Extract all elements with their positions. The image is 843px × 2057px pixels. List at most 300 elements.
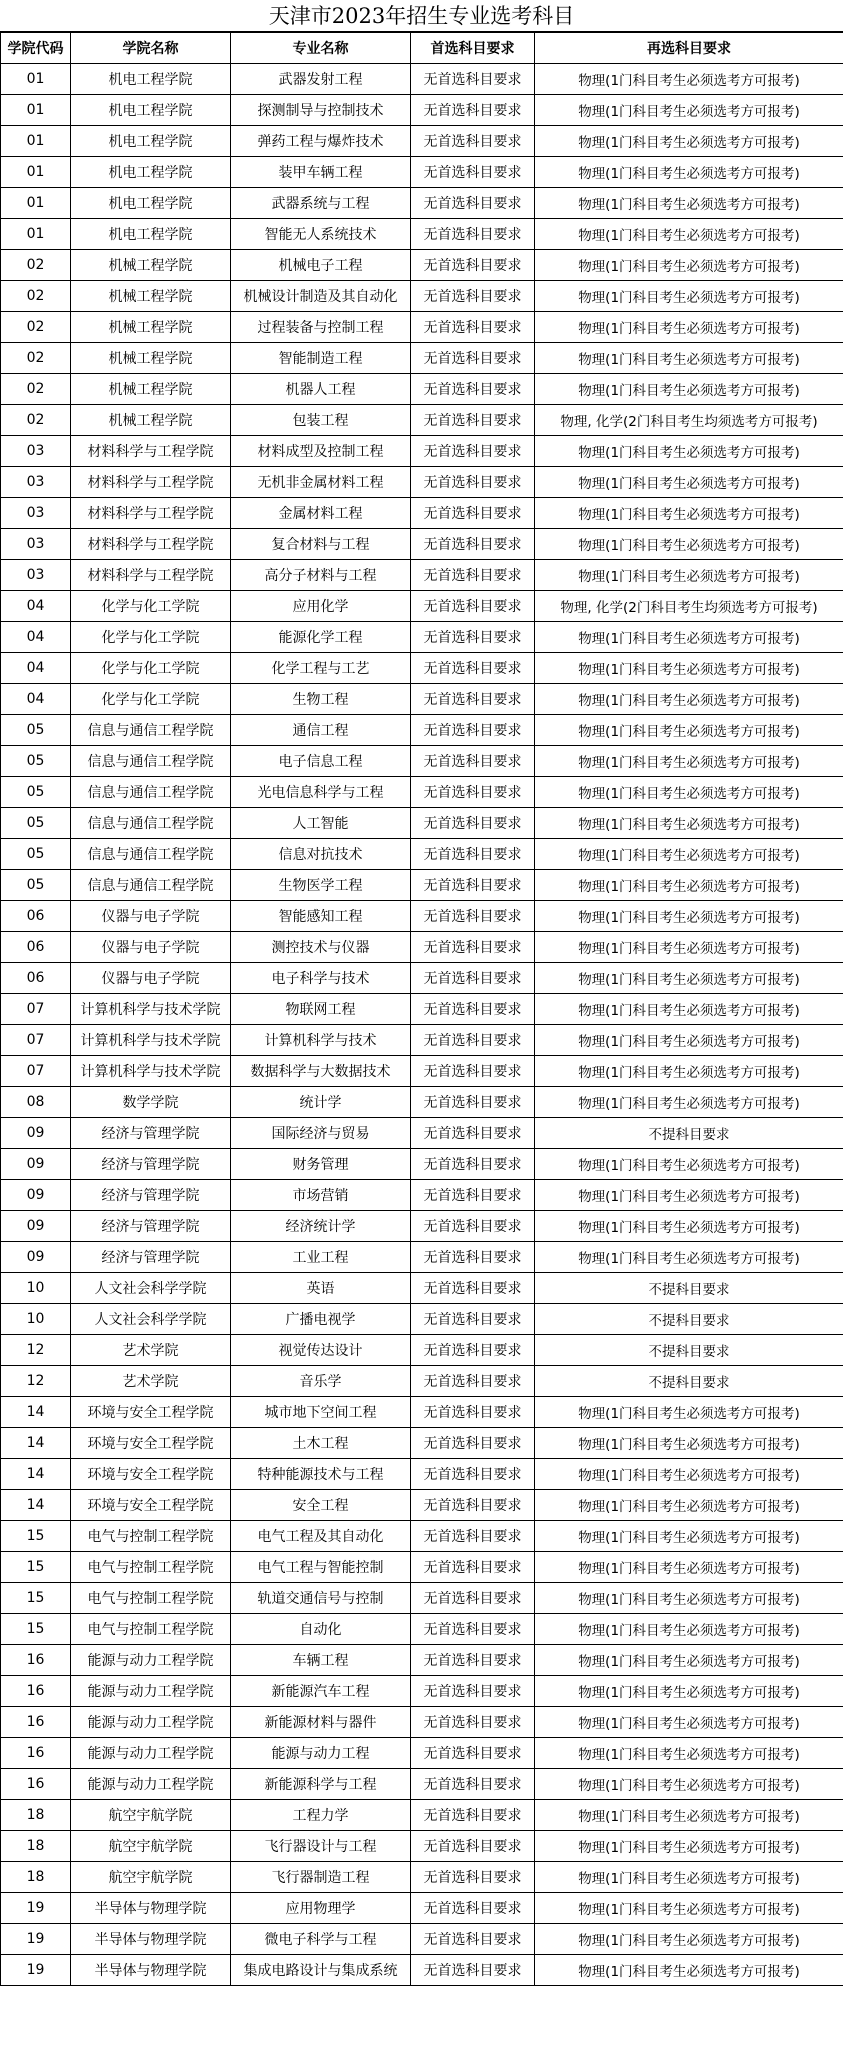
first-subject-cell: 无首选科目要求	[411, 963, 535, 994]
major-name-cell: 电子信息工程	[231, 746, 411, 777]
sheet-title: 天津市2023年招生专业选考科目	[0, 0, 843, 32]
first-subject-cell: 无首选科目要求	[411, 498, 535, 529]
college-name-cell: 人文社会科学学院	[71, 1273, 231, 1304]
second-subject-cell: 物理(1门科目考生必须选考方可报考)	[535, 467, 843, 498]
college-code-cell: 16	[1, 1645, 71, 1676]
second-subject-cell: 物理(1门科目考生必须选考方可报考)	[535, 1180, 843, 1211]
college-name-cell: 环境与安全工程学院	[71, 1428, 231, 1459]
table-row	[1, 1645, 843, 1676]
second-subject-cell: 不提科目要求	[535, 1273, 843, 1304]
college-name-cell: 计算机科学与技术学院	[71, 1056, 231, 1087]
major-name-cell: 经济统计学	[231, 1211, 411, 1242]
major-name-cell: 微电子科学与工程	[231, 1924, 411, 1955]
table-row	[1, 560, 843, 591]
major-name-cell: 智能无人系统技术	[231, 219, 411, 250]
second-subject-cell: 物理(1门科目考生必须选考方可报考)	[535, 560, 843, 591]
major-name-cell: 过程装备与控制工程	[231, 312, 411, 343]
table-row	[1, 808, 843, 839]
first-subject-cell: 无首选科目要求	[411, 250, 535, 281]
table-body	[1, 64, 843, 1986]
second-subject-cell: 物理(1门科目考生必须选考方可报考)	[535, 901, 843, 932]
second-subject-cell: 物理(1门科目考生必须选考方可报考)	[535, 1490, 843, 1521]
second-subject-cell: 物理(1门科目考生必须选考方可报考)	[535, 374, 843, 405]
table-row	[1, 1304, 843, 1335]
college-code-cell: 16	[1, 1707, 71, 1738]
table-row	[1, 1459, 843, 1490]
college-name-cell: 半导体与物理学院	[71, 1924, 231, 1955]
college-name-cell: 能源与动力工程学院	[71, 1676, 231, 1707]
table-row	[1, 622, 843, 653]
table-row	[1, 777, 843, 808]
first-subject-cell: 无首选科目要求	[411, 1025, 535, 1056]
major-name-cell: 武器发射工程	[231, 64, 411, 95]
table-row	[1, 1521, 843, 1552]
major-name-cell: 计算机科学与技术	[231, 1025, 411, 1056]
table-row	[1, 436, 843, 467]
second-subject-cell: 物理(1门科目考生必须选考方可报考)	[535, 622, 843, 653]
college-code-cell: 16	[1, 1738, 71, 1769]
second-subject-cell: 物理(1门科目考生必须选考方可报考)	[535, 963, 843, 994]
college-name-cell: 机电工程学院	[71, 64, 231, 95]
college-code-cell: 10	[1, 1273, 71, 1304]
table-row	[1, 839, 843, 870]
college-code-cell: 09	[1, 1118, 71, 1149]
college-name-cell: 经济与管理学院	[71, 1211, 231, 1242]
college-name-cell: 机械工程学院	[71, 343, 231, 374]
first-subject-cell: 无首选科目要求	[411, 1273, 535, 1304]
first-subject-cell: 无首选科目要求	[411, 622, 535, 653]
table-row	[1, 157, 843, 188]
major-name-cell: 视觉传达设计	[231, 1335, 411, 1366]
college-code-cell: 08	[1, 1087, 71, 1118]
college-code-cell: 09	[1, 1211, 71, 1242]
first-subject-cell: 无首选科目要求	[411, 1614, 535, 1645]
table-row	[1, 95, 843, 126]
first-subject-cell: 无首选科目要求	[411, 1862, 535, 1893]
major-name-cell: 数据科学与大数据技术	[231, 1056, 411, 1087]
first-subject-cell: 无首选科目要求	[411, 467, 535, 498]
header-first-subject: 首选科目要求	[411, 33, 535, 64]
college-name-cell: 信息与通信工程学院	[71, 808, 231, 839]
college-code-cell: 05	[1, 808, 71, 839]
major-name-cell: 金属材料工程	[231, 498, 411, 529]
second-subject-cell: 物理(1门科目考生必须选考方可报考)	[535, 1242, 843, 1273]
major-name-cell: 土木工程	[231, 1428, 411, 1459]
table-row	[1, 1149, 843, 1180]
second-subject-cell: 物理(1门科目考生必须选考方可报考)	[535, 219, 843, 250]
first-subject-cell: 无首选科目要求	[411, 1707, 535, 1738]
first-subject-cell: 无首选科目要求	[411, 219, 535, 250]
table-row	[1, 1056, 843, 1087]
major-name-cell: 能源与动力工程	[231, 1738, 411, 1769]
college-code-cell: 10	[1, 1304, 71, 1335]
college-name-cell: 材料科学与工程学院	[71, 467, 231, 498]
first-subject-cell: 无首选科目要求	[411, 808, 535, 839]
second-subject-cell: 不提科目要求	[535, 1118, 843, 1149]
college-name-cell: 能源与动力工程学院	[71, 1707, 231, 1738]
college-name-cell: 电气与控制工程学院	[71, 1614, 231, 1645]
college-name-cell: 艺术学院	[71, 1366, 231, 1397]
college-code-cell: 15	[1, 1521, 71, 1552]
college-name-cell: 机械工程学院	[71, 250, 231, 281]
major-name-cell: 智能制造工程	[231, 343, 411, 374]
college-code-cell: 01	[1, 219, 71, 250]
table-row	[1, 281, 843, 312]
major-name-cell: 自动化	[231, 1614, 411, 1645]
major-name-cell: 电气工程与智能控制	[231, 1552, 411, 1583]
first-subject-cell: 无首选科目要求	[411, 188, 535, 219]
major-name-cell: 城市地下空间工程	[231, 1397, 411, 1428]
major-name-cell: 机械设计制造及其自动化	[231, 281, 411, 312]
second-subject-cell: 物理(1门科目考生必须选考方可报考)	[535, 1459, 843, 1490]
college-code-cell: 15	[1, 1583, 71, 1614]
college-code-cell: 07	[1, 1025, 71, 1056]
first-subject-cell: 无首选科目要求	[411, 374, 535, 405]
major-name-cell: 机械电子工程	[231, 250, 411, 281]
college-code-cell: 12	[1, 1335, 71, 1366]
table-row	[1, 343, 843, 374]
first-subject-cell: 无首选科目要求	[411, 1118, 535, 1149]
second-subject-cell: 物理(1门科目考生必须选考方可报考)	[535, 715, 843, 746]
major-name-cell: 特种能源技术与工程	[231, 1459, 411, 1490]
first-subject-cell: 无首选科目要求	[411, 653, 535, 684]
second-subject-cell: 不提科目要求	[535, 1304, 843, 1335]
second-subject-cell: 物理(1门科目考生必须选考方可报考)	[535, 653, 843, 684]
first-subject-cell: 无首选科目要求	[411, 1521, 535, 1552]
table-row	[1, 312, 843, 343]
table-row	[1, 684, 843, 715]
major-name-cell: 应用物理学	[231, 1893, 411, 1924]
college-code-cell: 01	[1, 126, 71, 157]
table-row	[1, 126, 843, 157]
major-name-cell: 音乐学	[231, 1366, 411, 1397]
table-row	[1, 1211, 843, 1242]
college-code-cell: 09	[1, 1180, 71, 1211]
college-name-cell: 仪器与电子学院	[71, 901, 231, 932]
first-subject-cell: 无首选科目要求	[411, 715, 535, 746]
first-subject-cell: 无首选科目要求	[411, 281, 535, 312]
college-code-cell: 01	[1, 64, 71, 95]
college-name-cell: 电气与控制工程学院	[71, 1583, 231, 1614]
table-row	[1, 1769, 843, 1800]
header-college-code: 学院代码	[1, 33, 71, 64]
college-name-cell: 信息与通信工程学院	[71, 870, 231, 901]
college-code-cell: 01	[1, 95, 71, 126]
second-subject-cell: 物理(1门科目考生必须选考方可报考)	[535, 1552, 843, 1583]
first-subject-cell: 无首选科目要求	[411, 777, 535, 808]
table-row	[1, 1397, 843, 1428]
table-row	[1, 1707, 843, 1738]
college-name-cell: 半导体与物理学院	[71, 1893, 231, 1924]
college-name-cell: 化学与化工学院	[71, 622, 231, 653]
first-subject-cell: 无首选科目要求	[411, 901, 535, 932]
college-code-cell: 16	[1, 1676, 71, 1707]
table-row	[1, 405, 843, 436]
second-subject-cell: 物理(1门科目考生必须选考方可报考)	[535, 746, 843, 777]
header-second-subject: 再选科目要求	[535, 33, 843, 64]
second-subject-cell: 物理(1门科目考生必须选考方可报考)	[535, 1397, 843, 1428]
college-name-cell: 经济与管理学院	[71, 1242, 231, 1273]
college-name-cell: 半导体与物理学院	[71, 1955, 231, 1986]
major-name-cell: 信息对抗技术	[231, 839, 411, 870]
first-subject-cell: 无首选科目要求	[411, 1087, 535, 1118]
first-subject-cell: 无首选科目要求	[411, 1335, 535, 1366]
second-subject-cell: 物理(1门科目考生必须选考方可报考)	[535, 1800, 843, 1831]
college-name-cell: 材料科学与工程学院	[71, 436, 231, 467]
major-name-cell: 通信工程	[231, 715, 411, 746]
major-name-cell: 国际经济与贸易	[231, 1118, 411, 1149]
first-subject-cell: 无首选科目要求	[411, 1645, 535, 1676]
major-name-cell: 机器人工程	[231, 374, 411, 405]
college-code-cell: 19	[1, 1893, 71, 1924]
first-subject-cell: 无首选科目要求	[411, 870, 535, 901]
college-name-cell: 机电工程学院	[71, 95, 231, 126]
college-code-cell: 15	[1, 1614, 71, 1645]
first-subject-cell: 无首选科目要求	[411, 1831, 535, 1862]
major-name-cell: 探测制导与控制技术	[231, 95, 411, 126]
second-subject-cell: 物理(1门科目考生必须选考方可报考)	[535, 870, 843, 901]
major-name-cell: 新能源汽车工程	[231, 1676, 411, 1707]
college-code-cell: 07	[1, 994, 71, 1025]
major-name-cell: 工程力学	[231, 1800, 411, 1831]
college-code-cell: 18	[1, 1862, 71, 1893]
table-row	[1, 715, 843, 746]
major-name-cell: 人工智能	[231, 808, 411, 839]
first-subject-cell: 无首选科目要求	[411, 95, 535, 126]
college-code-cell: 03	[1, 467, 71, 498]
first-subject-cell: 无首选科目要求	[411, 1366, 535, 1397]
major-name-cell: 英语	[231, 1273, 411, 1304]
first-subject-cell: 无首选科目要求	[411, 1552, 535, 1583]
second-subject-cell: 不提科目要求	[535, 1335, 843, 1366]
second-subject-cell: 物理(1门科目考生必须选考方可报考)	[535, 1149, 843, 1180]
second-subject-cell: 物理(1门科目考生必须选考方可报考)	[535, 1893, 843, 1924]
second-subject-cell: 物理(1门科目考生必须选考方可报考)	[535, 157, 843, 188]
second-subject-cell: 物理(1门科目考生必须选考方可报考)	[535, 1056, 843, 1087]
major-name-cell: 化学工程与工艺	[231, 653, 411, 684]
college-name-cell: 材料科学与工程学院	[71, 498, 231, 529]
first-subject-cell: 无首选科目要求	[411, 1304, 535, 1335]
first-subject-cell: 无首选科目要求	[411, 1769, 535, 1800]
college-name-cell: 航空宇航学院	[71, 1831, 231, 1862]
college-name-cell: 能源与动力工程学院	[71, 1645, 231, 1676]
college-code-cell: 03	[1, 436, 71, 467]
first-subject-cell: 无首选科目要求	[411, 126, 535, 157]
major-name-cell: 应用化学	[231, 591, 411, 622]
major-name-cell: 统计学	[231, 1087, 411, 1118]
second-subject-cell: 物理(1门科目考生必须选考方可报考)	[535, 932, 843, 963]
first-subject-cell: 无首选科目要求	[411, 1242, 535, 1273]
table-row	[1, 250, 843, 281]
college-code-cell: 03	[1, 560, 71, 591]
college-name-cell: 机械工程学院	[71, 281, 231, 312]
second-subject-cell: 物理(1门科目考生必须选考方可报考)	[535, 1583, 843, 1614]
college-name-cell: 人文社会科学学院	[71, 1304, 231, 1335]
major-name-cell: 新能源科学与工程	[231, 1769, 411, 1800]
second-subject-cell: 物理, 化学(2门科目考生均须选考方可报考)	[535, 405, 843, 436]
major-name-cell: 物联网工程	[231, 994, 411, 1025]
first-subject-cell: 无首选科目要求	[411, 436, 535, 467]
college-name-cell: 材料科学与工程学院	[71, 560, 231, 591]
table-row	[1, 994, 843, 1025]
college-code-cell: 18	[1, 1831, 71, 1862]
major-name-cell: 生物医学工程	[231, 870, 411, 901]
college-name-cell: 仪器与电子学院	[71, 963, 231, 994]
college-name-cell: 经济与管理学院	[71, 1149, 231, 1180]
header-row	[1, 33, 843, 64]
major-name-cell: 武器系统与工程	[231, 188, 411, 219]
first-subject-cell: 无首选科目要求	[411, 932, 535, 963]
first-subject-cell: 无首选科目要求	[411, 1211, 535, 1242]
first-subject-cell: 无首选科目要求	[411, 1676, 535, 1707]
college-name-cell: 信息与通信工程学院	[71, 839, 231, 870]
college-name-cell: 化学与化工学院	[71, 684, 231, 715]
college-code-cell: 18	[1, 1800, 71, 1831]
college-code-cell: 14	[1, 1397, 71, 1428]
college-code-cell: 05	[1, 715, 71, 746]
college-code-cell: 05	[1, 870, 71, 901]
major-name-cell: 高分子材料与工程	[231, 560, 411, 591]
college-name-cell: 环境与安全工程学院	[71, 1397, 231, 1428]
major-name-cell: 电子科学与技术	[231, 963, 411, 994]
college-name-cell: 数学学院	[71, 1087, 231, 1118]
table-row	[1, 1552, 843, 1583]
second-subject-cell: 物理(1门科目考生必须选考方可报考)	[535, 1614, 843, 1645]
college-code-cell: 06	[1, 932, 71, 963]
second-subject-cell: 物理(1门科目考生必须选考方可报考)	[535, 777, 843, 808]
college-code-cell: 05	[1, 746, 71, 777]
college-code-cell: 06	[1, 901, 71, 932]
college-name-cell: 电气与控制工程学院	[71, 1521, 231, 1552]
first-subject-cell: 无首选科目要求	[411, 560, 535, 591]
college-name-cell: 能源与动力工程学院	[71, 1769, 231, 1800]
major-name-cell: 轨道交通信号与控制	[231, 1583, 411, 1614]
college-code-cell: 02	[1, 281, 71, 312]
second-subject-cell: 物理(1门科目考生必须选考方可报考)	[535, 343, 843, 374]
major-name-cell: 飞行器设计与工程	[231, 1831, 411, 1862]
college-code-cell: 16	[1, 1769, 71, 1800]
header-college-name: 学院名称	[71, 33, 231, 64]
major-name-cell: 无机非金属材料工程	[231, 467, 411, 498]
table-row	[1, 1118, 843, 1149]
major-name-cell: 复合材料与工程	[231, 529, 411, 560]
major-name-cell: 新能源材料与器件	[231, 1707, 411, 1738]
second-subject-cell: 物理, 化学(2门科目考生均须选考方可报考)	[535, 591, 843, 622]
second-subject-cell: 物理(1门科目考生必须选考方可报考)	[535, 1025, 843, 1056]
college-name-cell: 机械工程学院	[71, 374, 231, 405]
second-subject-cell: 物理(1门科目考生必须选考方可报考)	[535, 808, 843, 839]
first-subject-cell: 无首选科目要求	[411, 1924, 535, 1955]
college-code-cell: 03	[1, 498, 71, 529]
college-code-cell: 02	[1, 250, 71, 281]
table-row	[1, 498, 843, 529]
first-subject-cell: 无首选科目要求	[411, 1149, 535, 1180]
second-subject-cell: 物理(1门科目考生必须选考方可报考)	[535, 1645, 843, 1676]
first-subject-cell: 无首选科目要求	[411, 1397, 535, 1428]
major-name-cell: 工业工程	[231, 1242, 411, 1273]
second-subject-cell: 物理(1门科目考生必须选考方可报考)	[535, 250, 843, 281]
second-subject-cell: 物理(1门科目考生必须选考方可报考)	[535, 1862, 843, 1893]
college-name-cell: 信息与通信工程学院	[71, 746, 231, 777]
college-code-cell: 09	[1, 1149, 71, 1180]
college-code-cell: 04	[1, 622, 71, 653]
college-code-cell: 02	[1, 343, 71, 374]
college-name-cell: 仪器与电子学院	[71, 932, 231, 963]
second-subject-cell: 物理(1门科目考生必须选考方可报考)	[535, 281, 843, 312]
second-subject-cell: 物理(1门科目考生必须选考方可报考)	[535, 126, 843, 157]
table-row	[1, 1366, 843, 1397]
major-name-cell: 车辆工程	[231, 1645, 411, 1676]
table-row	[1, 870, 843, 901]
first-subject-cell: 无首选科目要求	[411, 1955, 535, 1986]
major-name-cell: 包装工程	[231, 405, 411, 436]
major-name-cell: 智能感知工程	[231, 901, 411, 932]
college-name-cell: 机械工程学院	[71, 405, 231, 436]
college-code-cell: 02	[1, 312, 71, 343]
table-row	[1, 1180, 843, 1211]
table-row	[1, 1831, 843, 1862]
first-subject-cell: 无首选科目要求	[411, 64, 535, 95]
first-subject-cell: 无首选科目要求	[411, 839, 535, 870]
first-subject-cell: 无首选科目要求	[411, 1800, 535, 1831]
college-name-cell: 航空宇航学院	[71, 1800, 231, 1831]
college-name-cell: 航空宇航学院	[71, 1862, 231, 1893]
second-subject-cell: 物理(1门科目考生必须选考方可报考)	[535, 839, 843, 870]
major-name-cell: 光电信息科学与工程	[231, 777, 411, 808]
table-row	[1, 467, 843, 498]
second-subject-cell: 物理(1门科目考生必须选考方可报考)	[535, 1769, 843, 1800]
college-code-cell: 01	[1, 157, 71, 188]
college-code-cell: 04	[1, 684, 71, 715]
college-name-cell: 计算机科学与技术学院	[71, 994, 231, 1025]
college-code-cell: 09	[1, 1242, 71, 1273]
table-row	[1, 1242, 843, 1273]
table-row	[1, 932, 843, 963]
college-code-cell: 02	[1, 374, 71, 405]
college-code-cell: 07	[1, 1056, 71, 1087]
first-subject-cell: 无首选科目要求	[411, 1583, 535, 1614]
college-name-cell: 化学与化工学院	[71, 653, 231, 684]
table-row	[1, 1676, 843, 1707]
college-name-cell: 机电工程学院	[71, 157, 231, 188]
college-code-cell: 19	[1, 1924, 71, 1955]
major-name-cell: 飞行器制造工程	[231, 1862, 411, 1893]
table-row	[1, 1490, 843, 1521]
major-name-cell: 能源化学工程	[231, 622, 411, 653]
college-code-cell: 01	[1, 188, 71, 219]
second-subject-cell: 物理(1门科目考生必须选考方可报考)	[535, 1428, 843, 1459]
first-subject-cell: 无首选科目要求	[411, 1459, 535, 1490]
second-subject-cell: 物理(1门科目考生必须选考方可报考)	[535, 684, 843, 715]
table-row	[1, 1273, 843, 1304]
second-subject-cell: 不提科目要求	[535, 1366, 843, 1397]
college-name-cell: 经济与管理学院	[71, 1118, 231, 1149]
second-subject-cell: 物理(1门科目考生必须选考方可报考)	[535, 1707, 843, 1738]
college-code-cell: 12	[1, 1366, 71, 1397]
major-name-cell: 测控技术与仪器	[231, 932, 411, 963]
college-name-cell: 计算机科学与技术学院	[71, 1025, 231, 1056]
second-subject-cell: 物理(1门科目考生必须选考方可报考)	[535, 188, 843, 219]
second-subject-cell: 物理(1门科目考生必须选考方可报考)	[535, 1676, 843, 1707]
table-row	[1, 963, 843, 994]
college-name-cell: 化学与化工学院	[71, 591, 231, 622]
second-subject-cell: 物理(1门科目考生必须选考方可报考)	[535, 498, 843, 529]
college-name-cell: 能源与动力工程学院	[71, 1738, 231, 1769]
second-subject-cell: 物理(1门科目考生必须选考方可报考)	[535, 1955, 843, 1986]
table-row	[1, 374, 843, 405]
first-subject-cell: 无首选科目要求	[411, 1893, 535, 1924]
college-code-cell: 05	[1, 777, 71, 808]
